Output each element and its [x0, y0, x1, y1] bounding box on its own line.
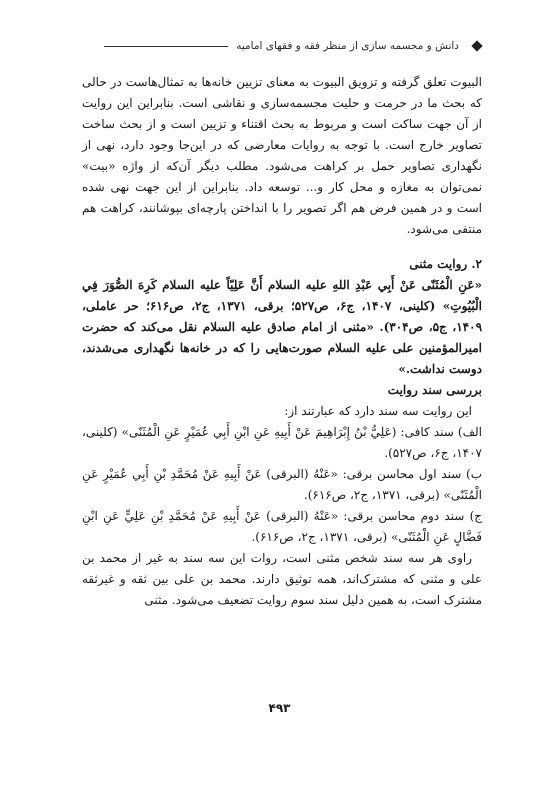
running-title: دانش و مجسمه سازی از منظر فقه و فقهای امامیه [236, 40, 459, 52]
section-title: ۲. روایت مثنی [409, 257, 482, 271]
sub-title: بررسی سند روایت [387, 383, 482, 397]
paragraph-3: این روایت سه سند دارد که عبارتند از: [284, 404, 472, 418]
section-marker-icon [471, 40, 482, 51]
page-number: ۴۹۳ [268, 701, 291, 715]
paragraph-1: البیوت تعلق گرفته و تزویق البیوت به معنای تزیین خانه‌ها به تمثال‌هاست در حالی که بحث ما در حرمت و حلیت مجسمه‌سازی و نقاشی است. بنابراین این روایت از آن جهت ساکت است و مربوط به بحث اقتناء و تزیین است و از بحث ساخت تصاویر خارج است. با توجه به روایات معارضی که در این‌جا وجود دارد، نهی از نگهداری تصاویر حمل بر کراهت می‌شود. مطلب دیگر آن‌که از واژه «بیت» نمی‌توان به مغازه و محل کار و... توسعه داد. بنابراین از این جهت نهی شده است و در همین فرض هم اگر تصویر را با انداختن پارچه‌ای بپوشانند، کراهت هم منتفی می‌شود. [82, 75, 482, 236]
running-header [104, 36, 481, 56]
main-text [82, 72, 482, 611]
paragraph-4: راوی هر سه سند شخص مثنی است، روات این سه سند به غیر از محمد بن علی و مثنی که مشترک‌اند، همه توثیق دارند. محمد بن علی بین ثقه و غیرثقه مشترک است، به همین دلیل سند سوم روایت تضعیف می‌شود. مثنی [82, 551, 482, 607]
list-item-a: الف) سند کافی: (عَلِيُّ بْنُ إِبْرَاهِيمَ عَنْ أَبِيهِ عَنِ ابْنِ أَبِي عُمَيْرٍ عَنِ الْمُثَنّى» (کلینی، ۱۴۰۷، ج۶، ص۵۲۷). [82, 425, 482, 460]
list-item-b: ب) سند اول محاسن برقی: «عَنْهُ (البرقی) عَنْ أَبِيهِ عَنْ مُحَمَّدِ بْنِ أَبِي عُمَيْرٍ عَنِ الْمُثَنّى» (برقی، ۱۳۷۱، ج۲، ص۶۱۶). [82, 467, 482, 502]
list-item-c: ج) سند دوم محاسن برقی: «عَنْهُ (البرقی) عَنْ أَبِيهِ عَنْ مُحَمَّدِ بْنِ عَلِيٍّ عَنِ ابْنِ فَضَّالٍ عَنِ الْمُثَنّى» (برقی، ۱۳۷۱، ج۲، ص۶۱۶). [82, 509, 482, 544]
header-rule [104, 46, 228, 47]
paragraph-2: «عَنِ الْمُثَنّى عَنْ أَبِي عَبْدِ اللهِ عليه السلام أَنَّ عَلِيّاً عليه السلام كَرِهَ الصُّوَرَ فِي الْبُيُوتِ» (کلینی، ۱۴۰۷، ج۶، ص۵۲۷؛ برقی، ۱۳۷۱، ج۲، ص۶۱۶؛ حر عاملی، ۱۴۰۹، ج۵، ص۳۰۴). «مثنی از امام صادق عليه السلام نقل می‌کند که حضرت امیرالمؤمنین علی عليه السلام صورت‌هایی را که در خانه‌ها نگهداری می‌شدند، دوست نداشت.» [82, 278, 483, 376]
